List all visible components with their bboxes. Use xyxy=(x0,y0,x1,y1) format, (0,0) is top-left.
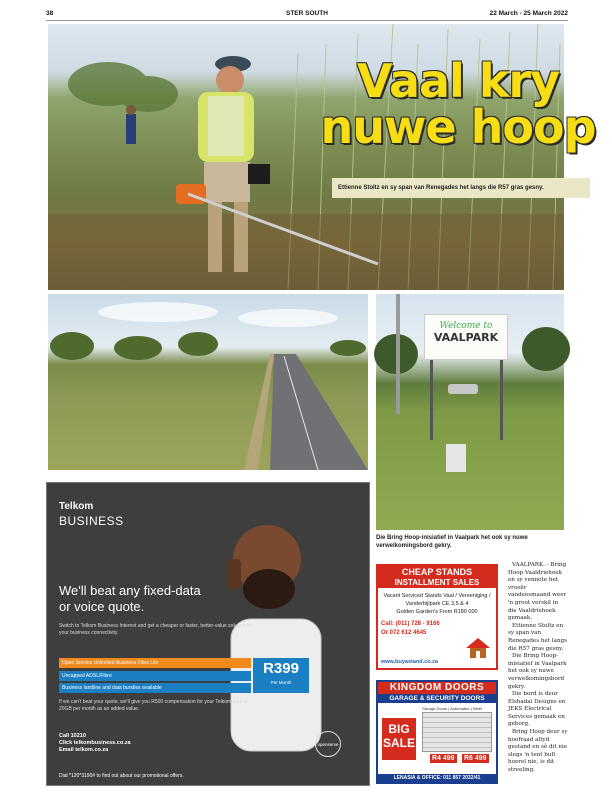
sign-caption: Die Bring Hoop-inisiatief in Vaalpark het ook sy nuwe verwelkomingsbord gekry. xyxy=(376,535,528,549)
garage-door-icon xyxy=(422,712,492,752)
house-icon xyxy=(464,636,492,660)
price-amount: R399 xyxy=(263,660,299,677)
ussd-dial-text: Dial *120*3190# to find out about our promotional offers. xyxy=(59,773,184,779)
cheap-stands-advertisement[interactable] xyxy=(376,564,498,670)
sign-name-text: VAALPARK xyxy=(433,331,499,344)
vaalpark-sign-photo xyxy=(376,294,564,530)
offer-uncapped: Uncapped ADSL/Fibre xyxy=(59,671,251,681)
contact-call[interactable]: Call 10210 xyxy=(59,733,86,739)
telkom-business-label: BUSINESS xyxy=(59,514,124,528)
ad-headline: We'll beat any fixed-data or voice quote. xyxy=(59,583,201,614)
doors-title: KINGDOM DOORS xyxy=(378,682,496,694)
telkom-logo: Telkom xyxy=(59,501,94,512)
doors-products: Garage Doors | Automated | Steel xyxy=(422,706,482,711)
price-period: Per Month xyxy=(270,680,292,685)
page-number: 38 xyxy=(46,10,54,17)
doors-subtitle: GARAGE & SECURITY DOORS xyxy=(378,694,496,703)
road-photo xyxy=(48,294,368,470)
header-divider xyxy=(46,20,568,21)
hero-photo xyxy=(48,24,596,290)
headline-line-1: Vaal kry xyxy=(356,54,560,108)
article-paragraph: Die bord is deur Elshadai Designs en JEKS Electrical Services gemaak en geborg. xyxy=(508,691,566,728)
openserve-logo: openserve xyxy=(315,731,341,757)
doors-contact[interactable]: LENASIA & OFFICE: 011 857 2032/41 xyxy=(378,774,496,782)
doors-price-1: R4 499 xyxy=(432,755,455,762)
article-body xyxy=(508,562,568,775)
road-illustration xyxy=(48,294,368,470)
doors-price-2: R6 499 xyxy=(464,755,487,762)
stands-details xyxy=(378,588,496,616)
article-paragraph: Bring Hoop deur sy hoofraad altyd gestand en sê dit nie slegs 'n tent bult hoerel nie, is dit streeling. xyxy=(508,729,568,774)
contact-email[interactable]: Email telkom.co.za xyxy=(59,747,109,753)
contact-website[interactable]: Click telkombusiness.co.za xyxy=(59,740,131,746)
contact-block[interactable] xyxy=(59,733,131,754)
big-sale-badge: BIG SALE xyxy=(382,718,416,760)
ad-intro-text: Switch to Telkom Business Internet and get a cheaper or faster, better-value solution for your business connectivity. xyxy=(59,623,253,636)
offer-fibre-lite: Open Service Unlimited Business Fibre Lite xyxy=(59,658,251,668)
sign-welcome-text: Welcome to xyxy=(439,321,493,331)
stands-price: Golden Garden's From R180 000 xyxy=(396,609,478,615)
headline xyxy=(308,54,608,154)
article-paragraph: VAALPARK. - Bring Hoop Vaaldriehoek en sy vennote het vroeër vandeesmaand weer 'n groot verskil in die Vaaldriehoek gemaak. xyxy=(508,562,567,622)
price-badge xyxy=(253,658,309,693)
stands-title: CHEAP STANDS xyxy=(378,566,496,578)
kingdom-doors-advertisement[interactable] xyxy=(376,680,498,784)
stands-website-link[interactable]: www.buyastand.co.za xyxy=(381,659,438,665)
headline-line-2: nuwe hoop xyxy=(320,100,596,154)
stands-location: Vacant Serviced Stands Vaal / Vereeniging / Vanderbijlpark CE 3,5 & 4 xyxy=(383,593,491,607)
stands-phone[interactable]: Call: (011) 728 - 9166 xyxy=(381,621,440,627)
article-paragraph: Ettienne Stoltz en sy span van Renegades het langs die R57 gras gesny. xyxy=(508,622,568,652)
publication-name: STER SOUTH xyxy=(286,10,328,17)
offer-bundles: Business landline and data bundles available xyxy=(59,683,251,693)
issue-date: 22 March - 25 March 2022 xyxy=(489,10,568,17)
article-paragraph: Die Bring Hoop-inisiatief in Vaalpark het ook sy nuwe verwelkomingsbord gekry. xyxy=(508,653,567,690)
telkom-advertisement[interactable] xyxy=(46,482,370,786)
stands-subtitle: INSTALLMENT SALES xyxy=(378,578,496,588)
stands-phone-alt[interactable]: Or 072 612 4645 xyxy=(381,630,427,636)
welcome-sign xyxy=(424,314,508,360)
ad-terms: If we can't beat your quote, we'll give you R500 compensation for your Telkom data at 20GB per month as an added value. xyxy=(59,699,248,712)
hero-caption: Ettienne Stoltz en sy span van Renegades het langs die R57 gras gesny. xyxy=(332,178,590,198)
